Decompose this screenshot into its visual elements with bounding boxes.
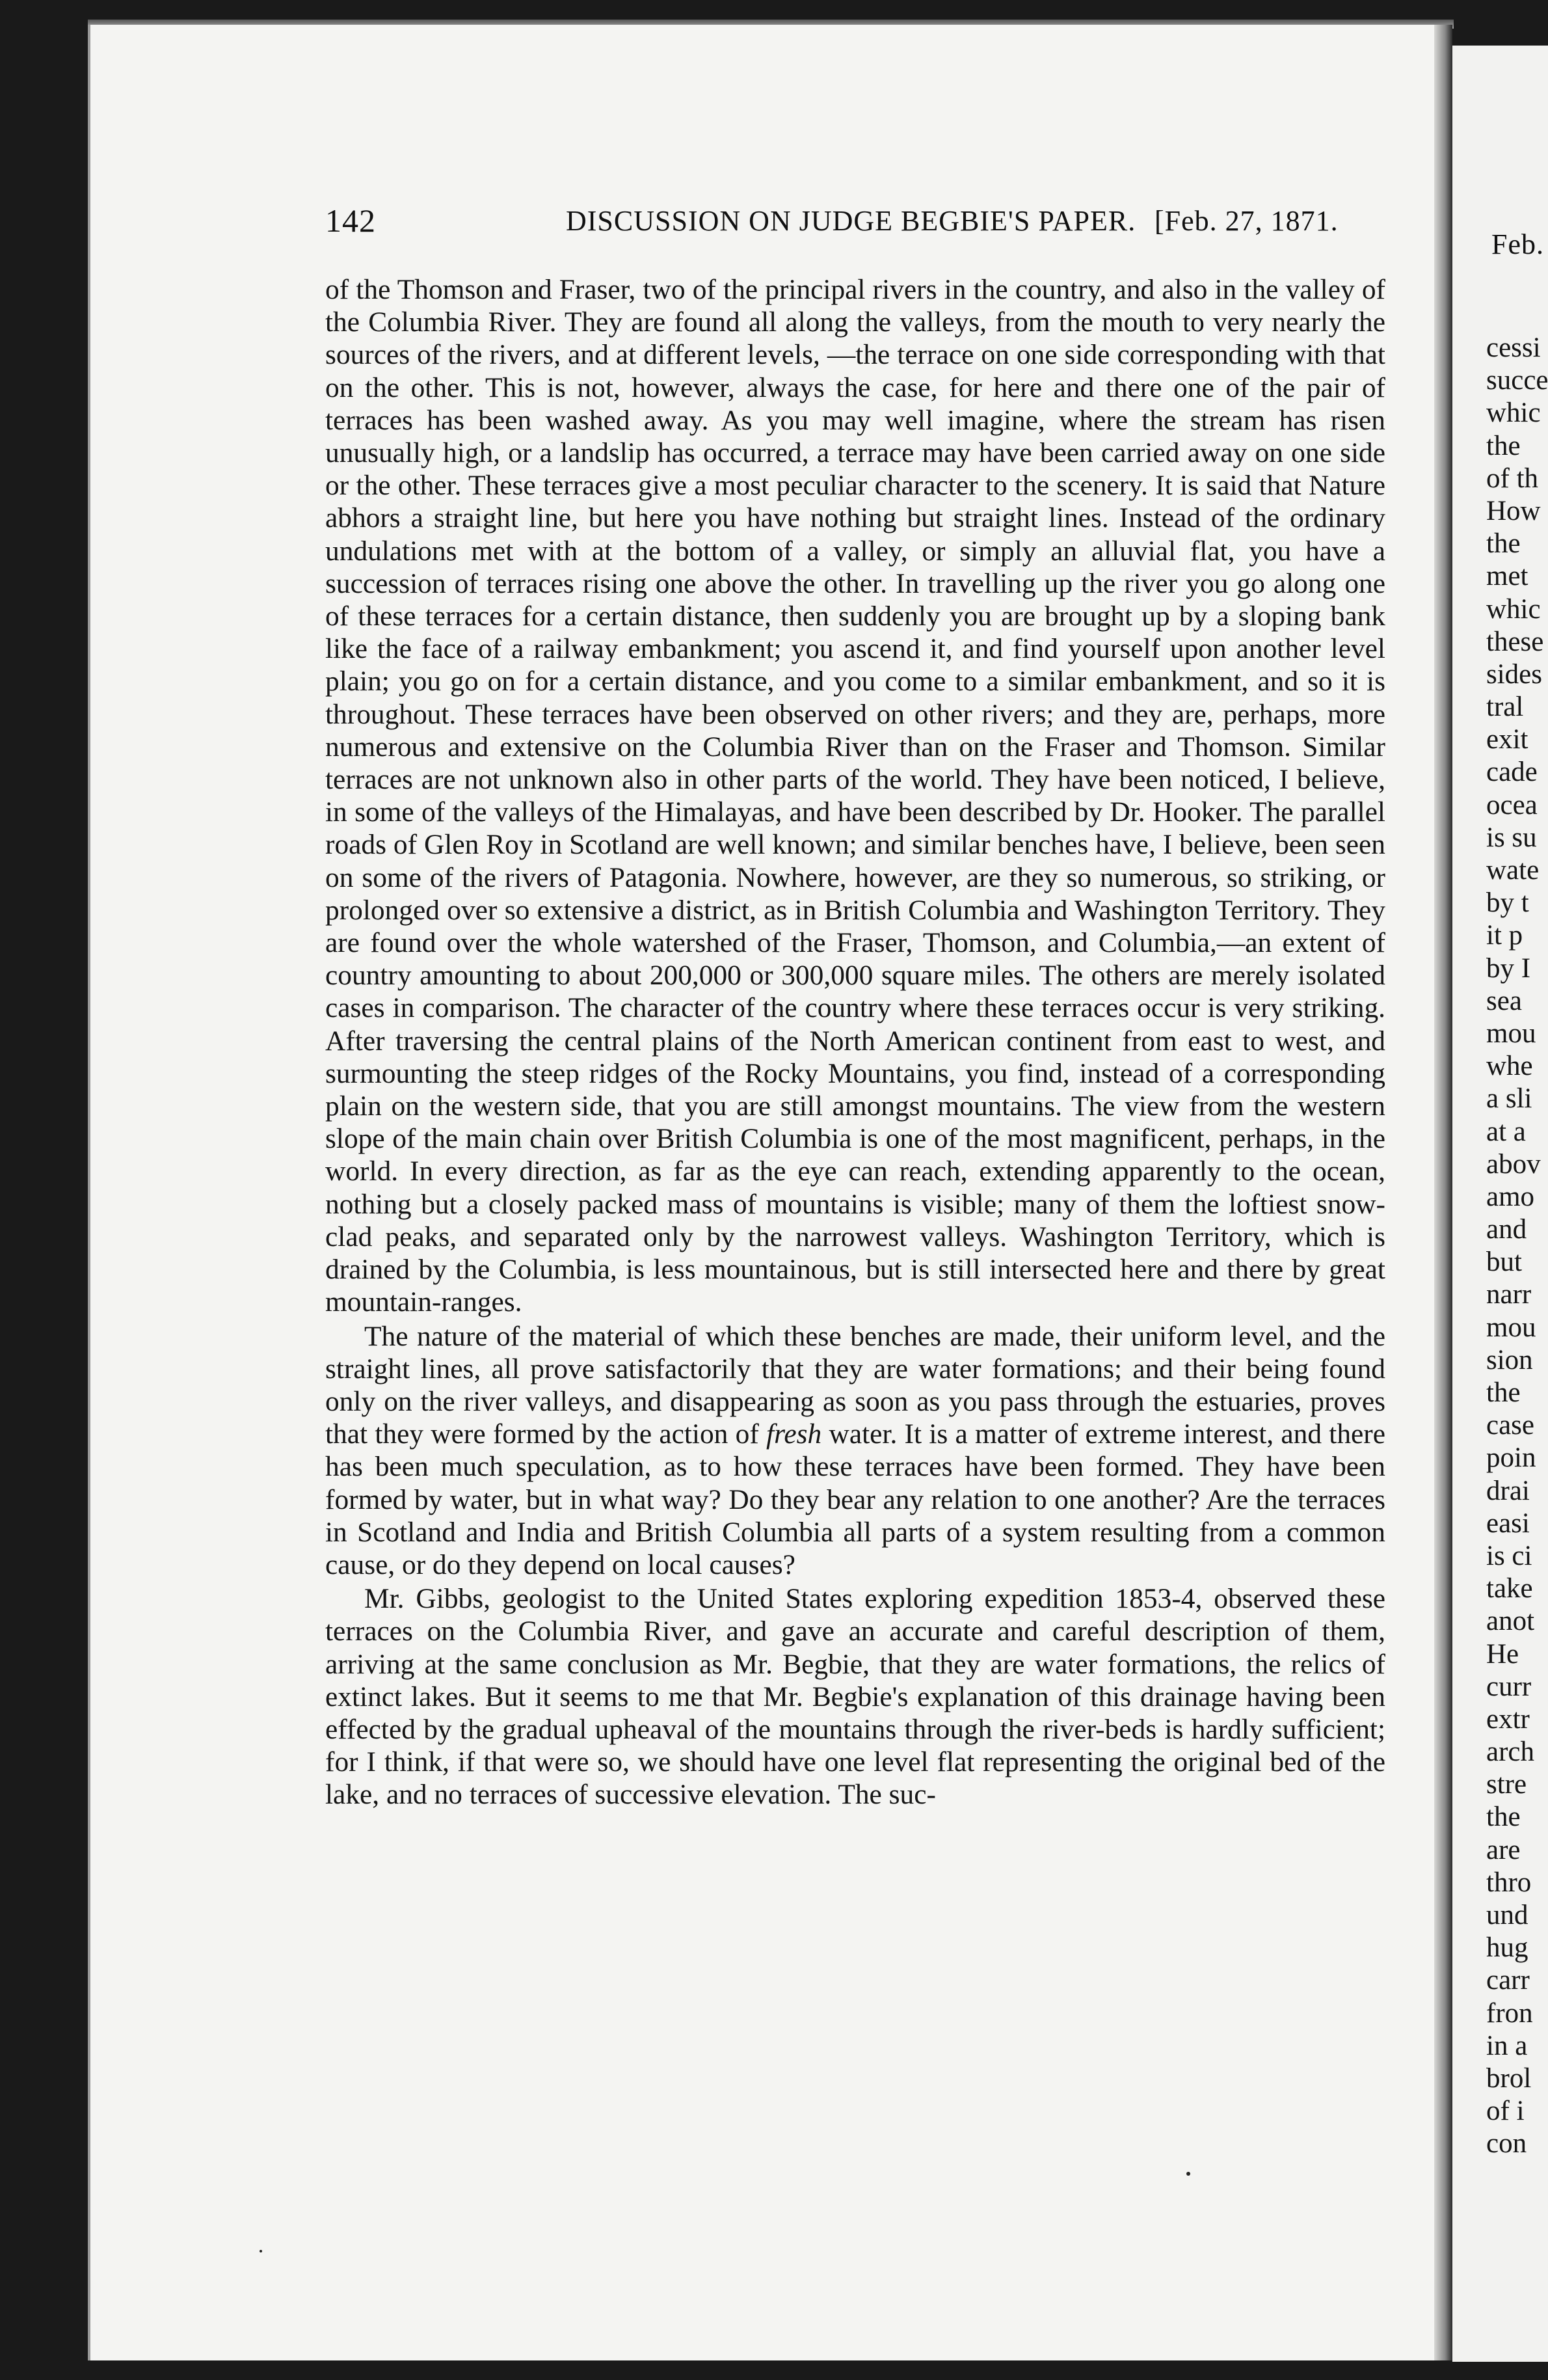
facing-page-line: but (1486, 1247, 1522, 1278)
facing-page-line: amo (1486, 1181, 1535, 1212)
page-gutter (1434, 25, 1452, 2360)
facing-page-line: whic (1486, 398, 1541, 429)
facing-page-line: How (1486, 495, 1541, 526)
paragraph-1: of the Thomson and Fraser, two of the principal rivers in the country, and also in the valley of the Columbia River. They are found all along the valleys, from the mouth to very nearly the sources of the rivers, and at different levels, —the terrace on one side corresponding with that on the other. This is not, however, always the case, for here and there one of the pair of terraces has been washed away. As you may well imagine, where the stream has risen unusually high, or a landslip has occurred, a terrace may have been carried away on one side or the other. These terraces give a most peculiar character to the scenery. It is said that Nature abhors a straight line, but here you have nothing but straight lines. Instead of the ordinary undulations met with at the bottom of a valley, or simply an alluvial flat, you have a succession of terraces rising one above the other. In travelling up the river you go along one of these terraces for a certain distance, then suddenly you are brought up by a sloping bank like the face of a railway embankment; you ascend it, and find yourself upon another level plain; you go on for a certain distance, and you come to a similar embankment, and so it is throughout. These terraces have been observed on other rivers; and they are, perhaps, more numerous and extensive on the Columbia River than on the Fraser and Thomson. Similar terraces are not unknown also in other parts of the world. They have been noticed, I believe, in some of the valleys of the Himalayas, and have been described by Dr. Hooker. The parallel roads of Glen Roy in Scotland are well known; and similar benches have, I believe, been seen on some of the rivers of Patagonia. Nowhere, however, are they so numerous, so striking, or prolonged over so extensive a district, as in British Columbia and Washington Territory. They are found over the whole watershed of the Fraser, Thomson, and Columbia,—an extent of country amounting to about 200,000 or 300,000 square miles. The others are merely isolated cases in comparison. The character of the country where these terraces occur is very striking. After traversing the central plains of the North American continent from east to west, and surmounting the steep ridges of the Rocky Mountains, you find, instead of a corresponding plain on the western side, that you are still amongst mountains. The view from the western slope of the main chain over British Columbia is one of the most magnificent, perhaps, in the world. In every direction, as far as the eye can reach, extending apparently to the ocean, nothing but a closely packed mass of mountains is visible; many of them the loftiest snow-clad peaks, and separated only by the narrowest valleys. Washington Territory, which is drained by the Columbia, is less mountainous, but is still intersected here and there by great mountain-ranges. (325, 274, 1385, 1318)
facing-page-text (1486, 332, 1548, 2161)
facing-page-line: the (1486, 1377, 1521, 1408)
facing-page-line: cessi (1486, 332, 1541, 363)
facing-page-line: take (1486, 1573, 1533, 1604)
facing-page-line: at a (1486, 1116, 1526, 1147)
facing-page-line: und (1486, 1900, 1528, 1930)
facing-page-line: thro (1486, 1867, 1532, 1898)
facing-page-line: poin (1486, 1442, 1536, 1474)
facing-page-line: the (1486, 528, 1521, 560)
facing-page-line: case (1486, 1410, 1534, 1441)
facing-page-line: arch (1486, 1737, 1534, 1768)
facing-page-line: sides (1486, 658, 1542, 690)
ink-speck (260, 2250, 262, 2252)
facing-page-line: of th (1486, 463, 1539, 494)
facing-page-line: drai (1486, 1475, 1530, 1506)
facing-page-line: anot (1486, 1606, 1535, 1637)
facing-page-line: cade (1486, 757, 1538, 788)
page-number: 142 (325, 202, 376, 239)
facing-page-line: exit (1486, 724, 1528, 755)
facing-page-line: met (1486, 561, 1528, 592)
facing-page-line: easi (1486, 1508, 1530, 1539)
facing-page-line: by I (1486, 953, 1531, 984)
facing-page-line: is su (1486, 822, 1537, 853)
header-date: [Feb. 27, 1871. (1154, 205, 1339, 237)
facing-page-line: ocea (1486, 789, 1538, 820)
ink-speck (1186, 2172, 1190, 2176)
facing-page-line: wate (1486, 855, 1540, 886)
facing-page-line: curr (1486, 1671, 1532, 1702)
facing-page-line: succe (1486, 365, 1548, 396)
facing-page-line: brol (1486, 2062, 1532, 2094)
facing-page-line: mou (1486, 1312, 1536, 1343)
facing-page-line: and (1486, 1214, 1527, 1245)
facing-page-line: He (1486, 1638, 1519, 1670)
body-text (325, 273, 1385, 1811)
facing-page-line: sion (1486, 1344, 1533, 1375)
facing-page (1452, 46, 1548, 2362)
facing-page-line: mou (1486, 1018, 1536, 1049)
facing-page-line: hug (1486, 1932, 1528, 1964)
facing-page-line: whic (1486, 593, 1541, 625)
facing-page-line: the (1486, 1802, 1521, 1833)
facing-page-line: by t (1486, 887, 1529, 919)
paragraph-3: Mr. Gibbs, geologist to the United States exploring expedition 1853-4, observed these terraces on the Columbia River, and gave an accurate and careful description of them, arriving at the same conclusion as Mr. Begbie, that they are water formations, the relics of extinct lakes. But it seems to me that Mr. Begbie's explanation of this drainage having been effected by the gradual upheaval of the mountains through the river-beds is hardly sufficient; for I think, if that were so, we should have one level flat representing the original bed of the lake, and no terraces of successive elevation. The suc- (325, 1583, 1385, 1811)
facing-page-line: con (1486, 2128, 1527, 2159)
facing-page-line: whe (1486, 1051, 1533, 1082)
facing-page-line: stre (1486, 1769, 1527, 1800)
facing-page-line: the (1486, 430, 1521, 461)
facing-page-line: extr (1486, 1703, 1530, 1735)
facing-page-line: is ci (1486, 1540, 1532, 1571)
facing-page-line: it p (1486, 920, 1523, 951)
facing-page-line: sea (1486, 985, 1522, 1016)
facing-page-line: carr (1486, 1965, 1530, 1996)
running-title: DISCUSSION ON JUDGE BEGBIE'S PAPER. (566, 205, 1136, 237)
facing-page-line: narr (1486, 1279, 1532, 1310)
facing-page-line: are (1486, 1834, 1521, 1865)
facing-page-line: of i (1486, 2096, 1525, 2127)
facing-page-line: tral (1486, 692, 1524, 723)
page-header (325, 202, 1444, 241)
facing-page-line: abov (1486, 1148, 1541, 1180)
facing-page-header: Feb. (1491, 228, 1544, 260)
facing-page-line: fron (1486, 1997, 1533, 2029)
facing-page-line: these (1486, 626, 1544, 657)
facing-page-line: in a (1486, 2030, 1528, 2061)
paragraph-2: The nature of the material of which these benches are made, their uniform level, and the straight lines, all prove satisfactorily that they are water formations; and their being found only on the river valleys, and disappearing as soon as you pass through the estuaries, proves that they were formed by the action of fresh water. It is a matter of extreme interest, and there has been much speculation, as to how these terraces have been formed. They have been formed by water, but in what way? Do they bear any relation to one another? Are the terraces in Scotland and India and British Columbia all parts of a system resulting from a common cause, or do they depend on local causes? (325, 1320, 1385, 1580)
facing-page-line: a sli (1486, 1083, 1532, 1115)
